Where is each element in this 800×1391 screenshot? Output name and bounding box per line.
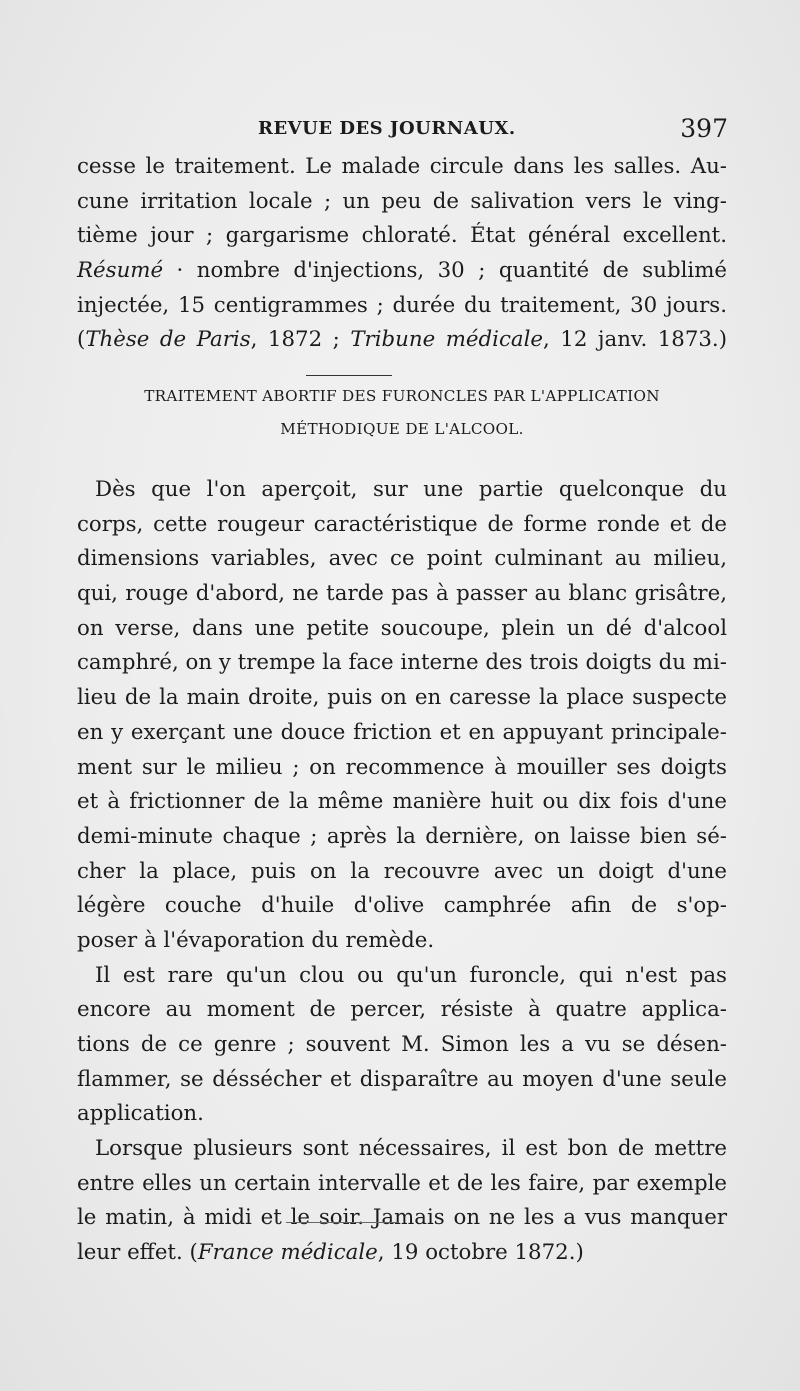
text-segment: , 1872 ;: [250, 327, 351, 353]
text-line: entre elles un certain intervalle et de les faire, par exemple: [77, 1170, 727, 1196]
text-line: camphré, on y trempe la face interne des trois doigts du mi-: [77, 650, 727, 676]
running-head: [258, 114, 728, 148]
running-title: REVUE DES JOURNAUX.: [258, 118, 516, 139]
text-line: légère couche d'huile d'olive camphrée afin de s'op-: [77, 893, 727, 919]
text-line: tions de ce genre ; souvent M. Simon les a vu se désen-: [77, 1032, 727, 1057]
text-line: tième jour ; gargarisme chloraté. État général excellent.: [77, 223, 727, 249]
italic-text: Résumé: [77, 258, 164, 284]
text-segment: , 19 octobre 1872.): [377, 1240, 584, 1266]
text-line: [77, 254, 727, 289]
text-line: et à frictionner de la même manière huit ou dix fois d'une: [77, 789, 727, 815]
text-line: Il est rare qu'un clou ou qu'un furoncle, qui n'est pas: [95, 962, 727, 988]
text-line: demi-minute chaque ; après la dernière, on laisse bien sé-: [77, 823, 727, 849]
text-line: Dès que l'on aperçoit, sur une partie quelconque du: [95, 477, 727, 502]
text-line: ment sur le milieu ; on recommence à mouiller ses doigts: [77, 754, 727, 780]
end-divider: [286, 1222, 398, 1223]
section-divider: [306, 375, 392, 376]
text-line: encore au moment de percer, résiste à quatre applica-: [77, 997, 727, 1023]
text-line: en y exerçant une douce friction et en appuyant principale-: [77, 719, 727, 745]
section-title-line: TRAITEMENT ABORTIF DES FURONCLES PAR L'APPLICATION: [144, 387, 660, 405]
article-body: [77, 473, 727, 1271]
section-title: [77, 380, 727, 446]
section-title-line: MÉTHODIQUE DE L'ALCOOL.: [280, 420, 524, 438]
text-line: cher la place, puis on la recouvre avec un doigt d'une: [77, 858, 727, 884]
text-line: application.: [77, 1101, 204, 1127]
text-line: poser à l'évaporation du remède.: [77, 927, 435, 953]
italic-citation: France médicale: [197, 1240, 378, 1266]
citation-line: [77, 323, 727, 358]
text-segment: leur effet. (: [77, 1240, 198, 1266]
text-line: lieu de la main droite, puis on en caresse la place suspecte: [77, 685, 727, 711]
italic-citation: Tribune médicale: [350, 327, 544, 353]
text-line: le matin, à midi et le soir. Jamais on ne les a vus manquer: [77, 1205, 727, 1231]
page-number: 397: [680, 114, 728, 143]
text-line: injectée, 15 centigrammes ; durée du traitement, 30 jours.: [77, 292, 727, 318]
italic-citation: Thèse de Paris: [85, 327, 251, 353]
text-segment: · nombre d'injections, 30 ; quantité de sublimé: [163, 258, 727, 284]
citation-line: [77, 1236, 727, 1271]
text-line: on verse, dans une petite soucoupe, plein un dé d'alcool: [77, 615, 727, 641]
text-line: dimensions variables, avec ce point culminant au milieu,: [77, 546, 727, 572]
text-segment: (: [77, 327, 86, 353]
text-line: corps, cette rougeur caractéristique de forme ronde et de: [77, 511, 727, 537]
text-line: cune irritation locale ; un peu de salivation vers le ving-: [77, 188, 727, 214]
text-line: qui, rouge d'abord, ne tarde pas à passer au blanc grisâtre,: [77, 581, 727, 607]
paragraph-continuation: [77, 150, 727, 358]
text-segment: , 12 janv. 1873.): [543, 327, 728, 353]
text-line: flammer, se déssécher et disparaître au moyen d'une seule: [77, 1066, 727, 1092]
text-line: Lorsque plusieurs sont nécessaires, il est bon de mettre: [95, 1136, 727, 1162]
text-line: cesse le traitement. Le malade circule dans les salles. Au-: [77, 154, 727, 179]
